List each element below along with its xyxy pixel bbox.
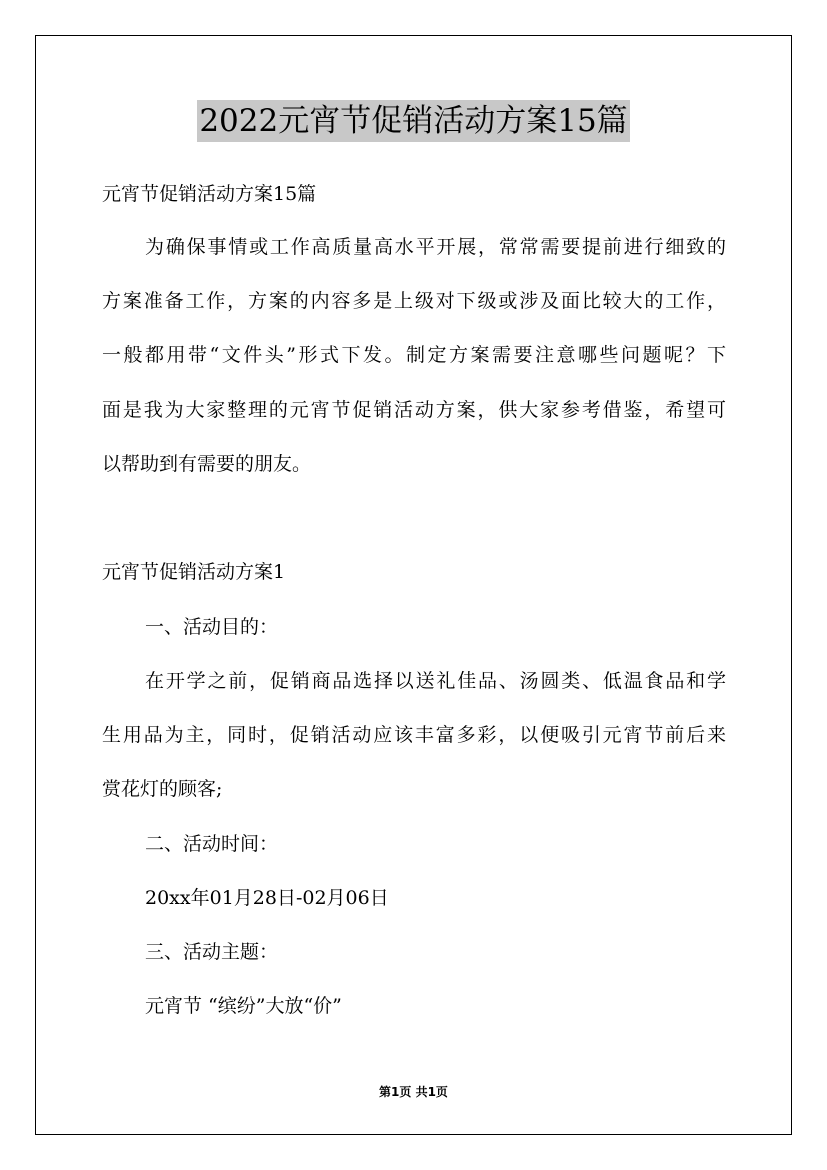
page-footer [0, 1084, 827, 1100]
item3-value: 元宵节 “缤纷”大放“价” [145, 995, 342, 1017]
intro-line-1: 为确保事情或工作高质量高水平开展，常常需要提前进行细致的 [145, 236, 726, 258]
item2-value: 20xx年01月28日-02月06日 [145, 887, 389, 909]
item2-heading: 二、活动时间： [145, 833, 279, 855]
document-subtitle: 元宵节促销活动方案15篇 [102, 183, 317, 205]
document-title: 2022元宵节促销活动方案15篇 [197, 100, 629, 142]
intro-line-5: 以帮助到有需要的朋友。 [102, 453, 312, 475]
item1-line-1: 在开学之前，促销商品选择以送礼佳品、汤圆类、低温食品和学 [145, 670, 726, 692]
intro-line-3: 一般都用带“文件头”形式下发。制定方案需要注意哪些问题呢？下 [102, 344, 726, 366]
item1-heading: 一、活动目的： [145, 616, 279, 638]
section-heading: 元宵节促销活动方案1 [102, 561, 286, 583]
intro-line-4: 面是我为大家整理的元宵节促销活动方案，供大家参考借鉴，希望可 [102, 399, 726, 421]
page-number-label: 第1页 共1页 [379, 1085, 448, 1099]
item1-line-2: 生用品为主，同时，促销活动应该丰富多彩，以便吸引元宵节前后来 [102, 724, 726, 746]
item3-heading: 三、活动主题： [145, 941, 279, 963]
title-wrap [0, 100, 827, 142]
intro-line-2: 方案准备工作，方案的内容多是上级对下级或涉及面比较大的工作， [102, 290, 726, 312]
item1-line-3: 赏花灯的顾客; [102, 778, 223, 800]
